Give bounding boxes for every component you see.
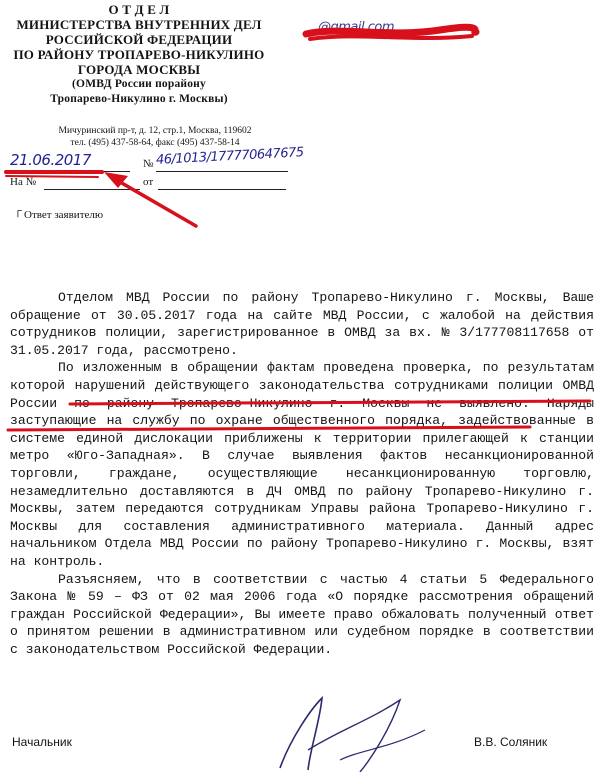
address-line: тел. (495) 437-58-64, факс (495) 437-58-14 (70, 138, 240, 148)
header-line: (ОМВД России порайону (72, 78, 206, 90)
reply-bracket-icon: ┌ (14, 205, 22, 217)
header-line: РОССИЙСКОЙ ФЕДЕРАЦИИ (45, 32, 233, 47)
header-line: О Т Д Е Л (108, 2, 170, 17)
handwritten-signature (250, 690, 450, 772)
header-line: Тропарево-Никулино г. Москвы) (50, 93, 228, 105)
signatory-name: В.В. Соляник (474, 735, 548, 749)
registration-number: 46/1013/177770647675 (155, 145, 304, 168)
on-number-label: На № (10, 176, 37, 188)
arrow-icon (120, 182, 196, 226)
header-line: МИНИСТЕРСТВА ВНУТРЕННИХ ДЕЛ (16, 17, 262, 32)
paragraph-inspection: По изложенным в обращении фактам проведена проверка, по результатам которой нарушений действующего законодательства сотрудниками полиции ОМВД России по району Тропарево-Никулино г. Москвы не выявлено. Наряды заступающие на службу по охране общественного порядка, задействованные в системе единой дислокации приближены к территории прилегающей к станции метро «Юго-Западная». В случае выявления фактов несанкционированной торговли, граждане, осуществляющие несанкционированную торговлю, незамедлительно доставляются в ДЧ ОМВД по району Тропарево-Никулино г. Москвы, затем передаются сотрудникам Управы района Тропарево-Никулино г. Москвы для составления административного материала. Данный адрес начальником Отдела МВД России по району Тропарево-Никулино г. Москвы, взят на контроль. (10, 360, 594, 569)
signatory-position: Начальник (12, 735, 72, 749)
department-address (20, 125, 290, 149)
department-header (8, 2, 270, 107)
paragraph-result: Отделом МВД России по району Тропарево-Никулино г. Москвы, Ваше обращение от 30.05.2017 года на сайте МВД России, с жалобой на действия сотрудников полиции, зарегистрированное в ОМВД за вх. № 3/177708117658 от 31.05.2017 года, рассмотрено. (10, 290, 594, 358)
annotation-overlay (0, 150, 300, 250)
letter-body (10, 289, 594, 658)
redaction-scribble (300, 12, 480, 48)
address-line: Мичуринский пр-т, д. 12, стр.1, Москва, 119602 (58, 126, 252, 136)
redacted-email: @gmail.com (318, 20, 395, 35)
reply-label: Ответ заявителю (24, 209, 104, 221)
header-line: ПО РАЙОНУ ТРОПАРЕВО-НИКУЛИНО (13, 47, 265, 62)
paragraph-appeal-rights: Разъясняем, что в соответствии с частью 4 статьи 5 Федерального Закона № 59 – ФЗ от 02 мая 2006 года «О порядке рассмотрения обращений граждан Российской Федерации», Вы имеете право обжаловать полученный ответ о принятом решении в административном или судебном порядке в соответствии с законодательством Российской Федерации. (10, 571, 594, 657)
header-line: ГОРОДА МОСКВЫ (77, 62, 201, 77)
registration-date: 21.06.2017 (10, 151, 91, 169)
from-label: от (143, 176, 154, 188)
number-label: № (143, 158, 154, 170)
highlight-annotation (0, 384, 612, 444)
